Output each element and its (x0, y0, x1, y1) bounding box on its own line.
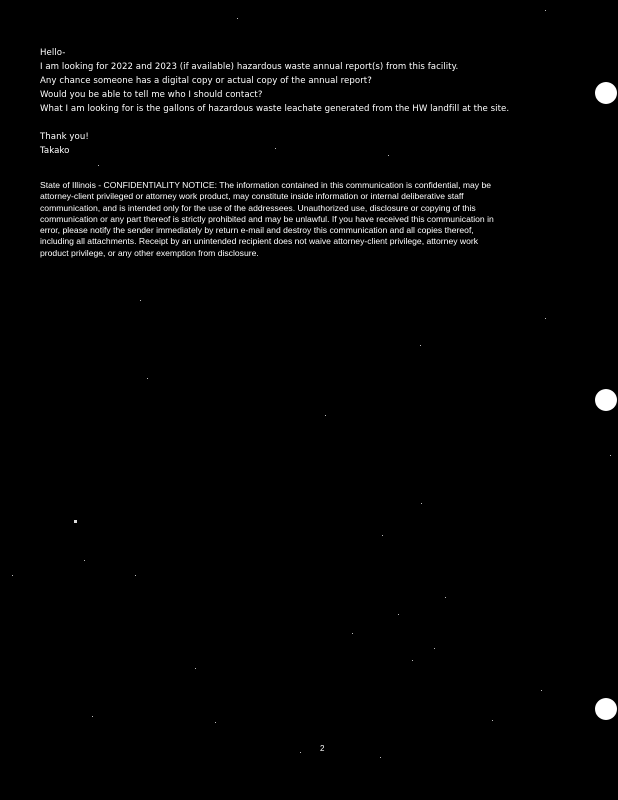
notice-line: error, please notify the sender immediately by return e-mail and destroy this communication and all copies thereof, (40, 225, 474, 236)
scan-speck (325, 415, 326, 416)
scan-speck (92, 716, 93, 717)
scan-speck (610, 455, 611, 456)
email-line: What I am looking for is the gallons of hazardous waste leachate generated from the HW landfill at the site. (40, 104, 510, 114)
scan-speck (545, 318, 546, 319)
scan-speck (382, 535, 383, 536)
scan-speck (98, 165, 99, 166)
email-line: Any chance someone has a digital copy or actual copy of the annual report? (40, 76, 372, 86)
email-greeting: Hello- (40, 48, 66, 58)
punch-hole-middle (595, 389, 617, 411)
scan-speck (492, 720, 493, 721)
email-signature: Takako (40, 146, 70, 156)
punch-hole-bottom (595, 698, 617, 720)
scan-speck (195, 668, 196, 669)
notice-line: communication or any part thereof is strictly prohibited and may be unlawful. If you have received this communication in (40, 213, 494, 224)
email-line: Would you be able to tell me who I should contact? (40, 90, 263, 100)
scan-speck (275, 148, 276, 149)
email-closing: Thank you! (40, 132, 89, 142)
notice-line: product privilege, or any other exemption from disclosure. (40, 247, 259, 258)
scan-speck (412, 660, 413, 661)
scan-speck (147, 378, 148, 379)
scan-speck (237, 18, 238, 19)
scan-speck (420, 345, 421, 346)
notice-line: attorney-client privileged or attorney work product, may constitute inside information or internal deliberative staff (40, 191, 464, 202)
scan-speck (140, 300, 141, 301)
page-number: 2 (320, 744, 325, 753)
scan-speck (421, 503, 422, 504)
email-line: I am looking for 2022 and 2023 (if available) hazardous waste annual report(s) from this facility. (40, 62, 459, 72)
confidentiality-notice (40, 180, 596, 259)
scan-speck (388, 155, 389, 156)
notice-line: including all attachments. Receipt by an unintended recipient does not waive attorney-client privilege, attorney work (40, 236, 479, 247)
scan-speck (135, 575, 136, 576)
scan-speck (398, 614, 399, 615)
scan-speck (380, 757, 381, 758)
scan-speck (74, 520, 77, 523)
scan-speck (541, 690, 542, 691)
scan-speck (352, 633, 353, 634)
punch-hole-top (595, 82, 617, 104)
scan-speck (215, 722, 216, 723)
scan-speck (12, 575, 13, 576)
notice-line: communication, and is intended only for the use of the addressees. Unauthorized use, disclosure or copying of this (40, 202, 476, 213)
scan-speck (434, 648, 435, 649)
scan-speck (84, 560, 85, 561)
email-body (40, 46, 580, 158)
scan-speck (445, 597, 446, 598)
scan-speck (300, 752, 301, 753)
scan-speck (545, 10, 546, 11)
notice-line: State of Illinois - CONFIDENTIALITY NOTICE: The information contained in this communication is confidential, may be (40, 180, 492, 190)
